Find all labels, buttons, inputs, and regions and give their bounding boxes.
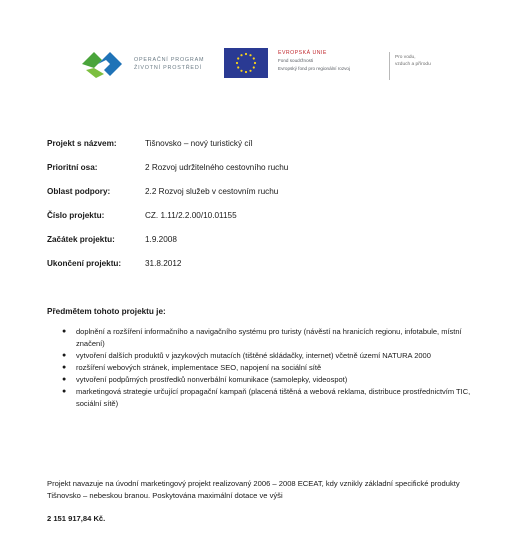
field-label: Ukončení projektu: — [47, 259, 122, 268]
field-value: CZ. 1.11/2.2.00/10.01155 — [145, 211, 237, 220]
subject-heading: Předmětem tohoto projektu je: — [47, 307, 166, 316]
slogan-line2: vzduch a přírodu — [395, 62, 431, 68]
bullet-icon: ● — [62, 328, 67, 335]
field-value: 2.2 Rozvoj služeb v cestovním ruchu — [145, 187, 279, 196]
op-program-line2: ŽIVOTNÍ PROSTŘEDÍ — [134, 65, 202, 71]
list-item-text: rozšíření webových stránek, implementace SEO, napojení na sociální sítě — [76, 362, 322, 372]
bullet-icon: ● — [62, 363, 67, 371]
bullet-icon: ● — [62, 376, 67, 384]
list-item — [62, 362, 477, 374]
eu-flag-icon — [224, 48, 268, 78]
op-zp-emblem-icon — [78, 46, 130, 82]
header-divider — [389, 52, 390, 80]
list-item — [62, 374, 477, 386]
eu-star-icon — [253, 57, 255, 59]
eu-fund-line1: Fond soudržnosti — [278, 58, 314, 64]
slogan-line1: Pro vodu, — [395, 55, 416, 60]
eu-star-icon — [237, 66, 239, 68]
footer-total: 2 151 917,84 Kč. — [47, 514, 106, 523]
eu-star-icon — [249, 54, 251, 56]
subject-list — [62, 326, 477, 410]
eu-star-icon — [254, 62, 256, 64]
eu-star-icon — [253, 66, 255, 68]
eu-star-icon — [237, 57, 239, 59]
header-logos — [78, 46, 458, 86]
op-program-line1: OPERAČNÍ PROGRAM — [134, 57, 205, 63]
field-label: Projekt s názvem: — [47, 139, 117, 148]
op-zp-logo — [78, 46, 218, 84]
footer-paragraph: Projekt navazuje na úvodní marketingový projekt realizovaný 2006 – 2008 ECEAT, kdy vznikly základní specifické produkty Tišnovsko – nebeskou branou. Poskytována maximální dotace ve výši — [47, 479, 460, 500]
eu-star-icon — [240, 70, 242, 72]
field-value: 2 Rozvoj udržitelného cestovního ruchu — [145, 163, 289, 172]
field-value: Tišnovsko – nový turistický cíl — [145, 139, 253, 148]
eu-star-icon — [240, 54, 242, 56]
field-label: Prioritní osa: — [47, 163, 98, 172]
field-label: Oblast podpory: — [47, 187, 111, 196]
list-item-text: doplnění a rozšíření informačního a navigačního systému pro turisty (návěstí na hranicích regionu, infotabule, místní značení) — [76, 327, 462, 348]
list-item — [62, 326, 477, 349]
list-item-text: vytvoření podpůrných prostředků nonverbální komunikace (samolepky, videospot) — [76, 375, 348, 385]
eu-logo — [224, 48, 386, 84]
field-label: Začátek projektu: — [47, 235, 115, 244]
list-item-text: marketingová strategie určující propagační kampaň (placená tištěná a webová reklama, distribuce prostřednictvím TIC, sociální sítě) — [76, 387, 471, 408]
eu-star-icon — [245, 71, 247, 73]
eu-star-icon — [245, 53, 247, 55]
list-item — [62, 350, 477, 362]
field-value: 1.9.2008 — [145, 235, 177, 244]
bullet-icon: ● — [62, 351, 67, 359]
list-item-text: vytvoření dalších produktů v jazykových mutacích (tištěné skládačky, internet) včetně území NATURA 2000 — [76, 350, 431, 360]
eu-title: EVROPSKÁ UNIE — [278, 50, 327, 56]
bullet-icon: ● — [62, 388, 67, 396]
eu-star-icon — [236, 62, 238, 64]
eu-star-icon — [249, 70, 251, 72]
eu-fund-line2: Evropský fond pro regionální rozvoj — [278, 65, 351, 71]
slogan-text — [395, 54, 431, 69]
op-program-text — [134, 56, 204, 72]
field-value: 31.8.2012 — [145, 259, 182, 268]
eu-text — [278, 50, 350, 72]
list-item — [62, 386, 477, 409]
field-label: Číslo projektu: — [47, 211, 105, 220]
